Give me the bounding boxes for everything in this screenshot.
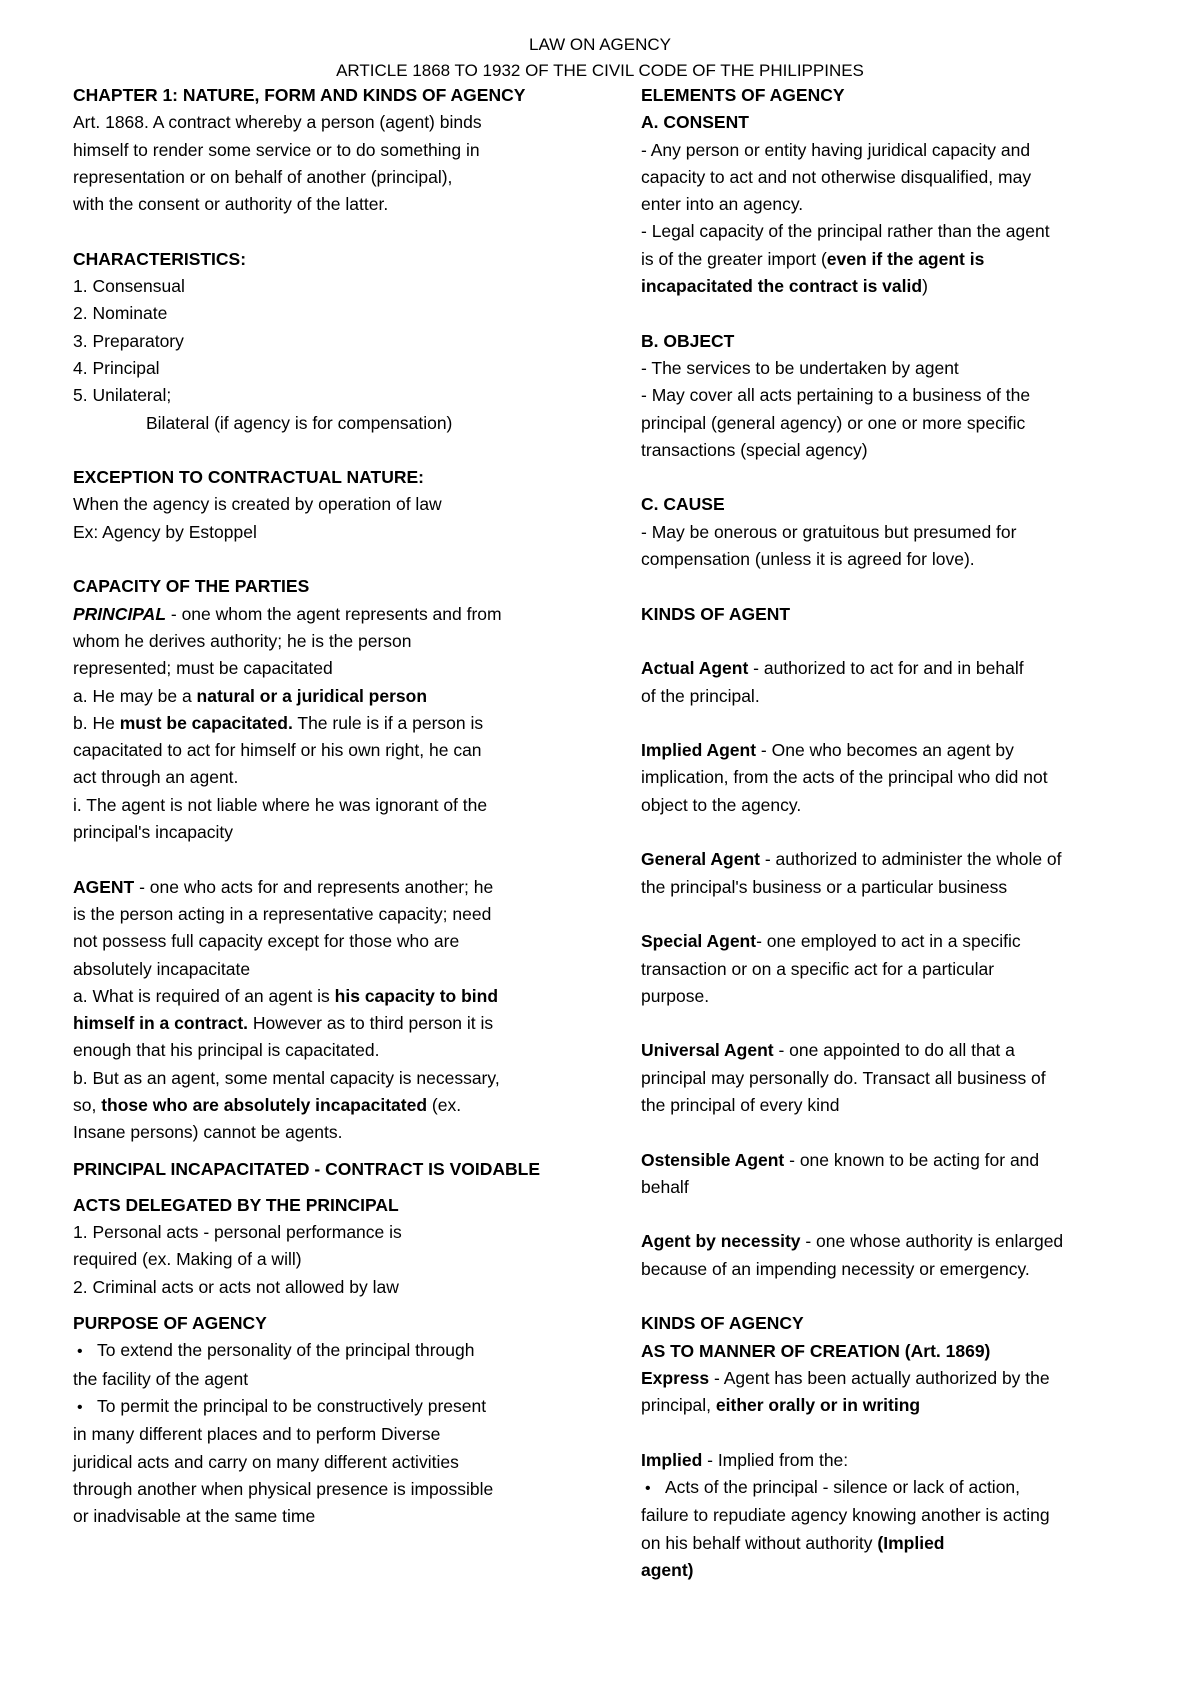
right-column <box>641 82 1141 1584</box>
paragraph-text: (ex. <box>427 1094 462 1115</box>
implied-term: Implied <box>641 1449 703 1470</box>
principal-definition: - one whom the agent represents and from <box>166 603 502 624</box>
acts-heading: ACTS DELEGATED BY THE PRINCIPAL <box>73 1194 399 1215</box>
emphasis-text: even if the agent is <box>826 248 985 269</box>
emphasis-text: (Implied <box>877 1532 945 1553</box>
definition-text: - one known to be acting for and <box>784 1149 1040 1170</box>
paragraph-line: capacitated to act for himself or his own right, he can <box>73 740 482 761</box>
purpose-heading: PURPOSE OF AGENCY <box>73 1313 267 1334</box>
paragraph-line: i. The agent is not liable where he was ignorant of the <box>73 794 488 815</box>
document-title: LAW ON AGENCY <box>528 35 671 54</box>
paragraph-text: so, <box>73 1094 102 1115</box>
express-term: Express <box>641 1367 710 1388</box>
emphasis-text: those who are absolutely incapacitated <box>101 1094 428 1115</box>
article-line: Art. 1868. A contract whereby a person (agent) binds <box>73 112 482 133</box>
characteristics-heading: CHARACTERISTICS: <box>73 248 247 269</box>
paragraph-text: a. He may be a <box>73 685 197 706</box>
paragraph-line: transaction or on a specific act for a particular <box>641 958 995 979</box>
paragraph-line: object to the agency. <box>641 794 802 815</box>
paragraph-line: 2. Criminal acts or acts not allowed by law <box>73 1276 399 1297</box>
paragraph-line: b. But as an agent, some mental capacity is necessary, <box>73 1067 500 1088</box>
paragraph-line: - The services to be undertaken by agent <box>641 357 959 378</box>
list-item: 4. Principal <box>73 357 160 378</box>
paragraph-text: b. He <box>73 712 120 733</box>
elements-heading: ELEMENTS OF AGENCY <box>641 85 845 105</box>
agent-term: AGENT <box>73 876 135 897</box>
emphasis-text: must be capacitated. <box>119 712 293 733</box>
definition-text: - one whose authority is enlarged <box>800 1231 1064 1252</box>
article-1868 <box>73 109 573 218</box>
paragraph-line: Ex: Agency by Estoppel <box>73 521 257 542</box>
principal-term: PRINCIPAL <box>73 603 167 624</box>
exception-heading: EXCEPTION TO CONTRACTUAL NATURE: <box>73 467 424 488</box>
paragraph-line: - Any person or entity having juridical capacity and <box>641 139 1031 160</box>
definition-text: - one appointed to do all that a <box>773 1040 1015 1061</box>
paragraph-text: principal, <box>641 1395 716 1416</box>
voidable-heading: PRINCIPAL INCAPACITATED - CONTRACT IS VOIDABLE <box>73 1158 540 1179</box>
paragraph-line: failure to repudiate agency knowing another is acting <box>641 1505 1050 1526</box>
actual-agent-term: Actual Agent <box>641 658 749 679</box>
paragraph-line: transactions (special agency) <box>641 439 868 460</box>
paragraph-line: enter into an agency. <box>641 194 804 215</box>
list-item: 2. Nominate <box>73 303 168 324</box>
agent-section <box>73 874 573 1147</box>
kinds-agent-heading: KINDS OF AGENT <box>641 603 791 624</box>
object-heading: B. OBJECT <box>641 330 735 351</box>
paragraph-line: behalf <box>641 1176 689 1197</box>
paragraph-line: not possess full capacity except for those who are <box>73 931 460 952</box>
emphasis-text: either orally or in writing <box>715 1395 921 1416</box>
paragraph-line: Insane persons) cannot be agents. <box>73 1122 343 1143</box>
paragraph-line: or inadvisable at the same time <box>73 1506 316 1527</box>
paragraph-text: on his behalf without authority <box>641 1532 878 1553</box>
paragraph-line: through another when physical presence is impossible <box>73 1478 494 1499</box>
paragraph-text: However as to third person it is <box>248 1013 494 1034</box>
cause-heading: C. CAUSE <box>641 494 725 515</box>
list-item: 3. Preparatory <box>73 330 184 351</box>
emphasis-text: himself in a contract. <box>73 1013 249 1034</box>
paragraph-line: the facility of the agent <box>73 1368 249 1389</box>
paragraph-text: The rule is if a person is <box>292 712 484 733</box>
bullet-item: • To permit the principal to be constructively present <box>73 1393 573 1421</box>
paragraph-text: ) <box>922 276 928 297</box>
characteristics-list <box>73 273 573 437</box>
paragraph-line: principal's incapacity <box>73 822 233 843</box>
list-item: Bilateral (if agency is for compensation) <box>146 412 453 433</box>
paragraph-line: - May be onerous or gratuitous but presumed for <box>641 521 1017 542</box>
document-subtitle: ARTICLE 1868 TO 1932 OF THE CIVIL CODE OF THE PHILIPPINES <box>336 61 864 80</box>
chapter-heading: CHAPTER 1: NATURE, FORM AND KINDS OF AGENCY <box>73 85 526 105</box>
definition-text: - one employed to act in a specific <box>756 931 1021 952</box>
paragraph-line: required (ex. Making of a will) <box>73 1249 302 1270</box>
definition-text: - Agent has been actually authorized by the <box>709 1367 1050 1388</box>
paragraph-text: a. What is required of an agent is <box>73 985 335 1006</box>
list-item: 5. Unilateral; <box>73 385 172 406</box>
implied-agent-term: Implied Agent <box>641 740 757 761</box>
general-agent-term: General Agent <box>641 849 760 870</box>
document-header <box>0 32 1200 84</box>
consent-heading: A. CONSENT <box>641 112 749 133</box>
ostensible-agent-term: Ostensible Agent <box>641 1149 785 1170</box>
definition-text: - One who becomes an agent by <box>756 740 1014 761</box>
paragraph-line: enough that his principal is capacitated. <box>73 1040 380 1061</box>
emphasis-text: his capacity to bind <box>334 985 499 1006</box>
paragraph-line: capacity to act and not otherwise disqualified, may <box>641 166 1032 187</box>
paragraph-line: because of an impending necessity or emergency. <box>641 1258 1030 1279</box>
agent-definition: - one who acts for and represents another; he <box>134 876 494 897</box>
paragraph-text: is of the greater import ( <box>641 248 827 269</box>
emphasis-text: natural or a juridical person <box>196 685 428 706</box>
universal-agent-term: Universal Agent <box>641 1040 774 1061</box>
paragraph-line: the principal's business or a particular business <box>641 876 1008 897</box>
paragraph-line: 1. Personal acts - personal performance is <box>73 1222 402 1243</box>
purpose-list <box>73 1337 573 1530</box>
paragraph-line: principal (general agency) or one or more specific <box>641 412 1026 433</box>
emphasis-line: agent) <box>641 1560 694 1581</box>
necessity-agent-term: Agent by necessity <box>641 1231 801 1252</box>
paragraph-line: compensation (unless it is agreed for love). <box>641 549 975 570</box>
capacity-heading: CAPACITY OF THE PARTIES <box>73 576 310 597</box>
definition-text: - authorized to act for and in behalf <box>748 658 1024 679</box>
emphasis-text: incapacitated the contract is valid <box>641 276 923 297</box>
paragraph-line: absolutely incapacitate <box>73 958 251 979</box>
paragraph-line: of the principal. <box>641 685 760 706</box>
bullet-item: • To extend the personality of the principal through <box>73 1337 573 1365</box>
special-agent-term: Special Agent <box>641 931 757 952</box>
paragraph-line: whom he derives authority; he is the person <box>73 630 412 651</box>
article-line: himself to render some service or to do something in <box>73 139 480 160</box>
paragraph-line: act through an agent. <box>73 767 239 788</box>
paragraph-line: - May cover all acts pertaining to a business of the <box>641 385 1031 406</box>
paragraph-line: - Legal capacity of the principal rather than the agent <box>641 221 1050 242</box>
paragraph-line: in many different places and to perform Diverse <box>73 1424 441 1445</box>
paragraph-line: principal may personally do. Transact all business of <box>641 1067 1046 1088</box>
list-item: 1. Consensual <box>73 276 185 297</box>
kinds-agency-heading: KINDS OF AGENCY <box>641 1313 804 1334</box>
paragraph-line: implication, from the acts of the principal who did not <box>641 767 1048 788</box>
manner-heading: AS TO MANNER OF CREATION (Art. 1869) <box>641 1340 991 1361</box>
paragraph-line: When the agency is created by operation of law <box>73 494 442 515</box>
bullet-item: • Acts of the principal - silence or lack of action, <box>641 1474 1141 1502</box>
paragraph-line: is the person acting in a representative capacity; need <box>73 903 492 924</box>
paragraph-line: juridical acts and carry on many different activities <box>73 1451 459 1472</box>
left-column <box>73 82 573 1530</box>
principal-section <box>73 601 573 847</box>
paragraph-line: the principal of every kind <box>641 1094 840 1115</box>
paragraph-line: purpose. <box>641 985 710 1006</box>
definition-text: - authorized to administer the whole of <box>759 849 1062 870</box>
paragraph-line: represented; must be capacitated <box>73 658 333 679</box>
article-line: with the consent or authority of the latter. <box>73 194 389 215</box>
article-line: representation or on behalf of another (principal), <box>73 166 453 187</box>
definition-text: - Implied from the: <box>702 1449 849 1470</box>
